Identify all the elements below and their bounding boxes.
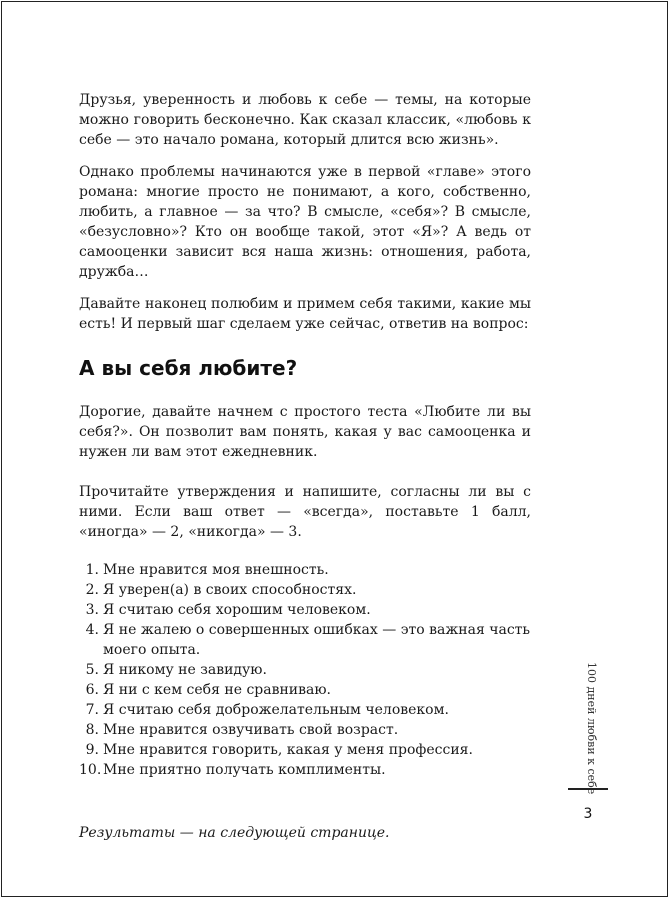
list-item-number: 4. bbox=[85, 622, 99, 638]
intro-paragraph-2: Прочитайте утверждения и напишите, согласны ли вы с ними. Если ваш ответ — «всегда», поставьте 1 балл, «иногда» — 2, «никогда» — 3. bbox=[79, 484, 531, 540]
paragraph-2: Однако проблемы начинаются уже в первой «главе» этого романа: многие просто не понимают, а кого, собственно, любить, а главное — за что? В смысле, «себя»? В смысле, «безусловно»? Кто он вообще такой, этот «Я»? А ведь от самооценки зависит вся наша жизнь: отношения, работа, дружба… bbox=[79, 164, 531, 280]
list-item-number: 1. bbox=[85, 562, 99, 578]
list-item bbox=[79, 660, 531, 680]
list-item bbox=[79, 680, 531, 700]
list-item-text: Мне приятно получать комплименты. bbox=[103, 762, 386, 778]
list-item bbox=[79, 720, 531, 740]
list-item-text: Я ни с кем себя не сравниваю. bbox=[103, 682, 331, 698]
list-item-text: Я уверен(а) в своих способностях. bbox=[103, 582, 357, 598]
list-item-text: Мне нравится говорить, какая у меня профессия. bbox=[103, 742, 473, 758]
list-item-text: Я считаю себя хорошим человеком. bbox=[103, 602, 371, 618]
statements-list bbox=[79, 560, 531, 780]
list-item-number: 2. bbox=[85, 582, 99, 598]
list-item-number: 8. bbox=[85, 722, 99, 738]
paragraph-1: Друзья, уверенность и любовь к себе — темы, на которые можно говорить бесконечно. Как сказал классик, «любовь к себе — это начало романа, который длится всю жизнь». bbox=[79, 92, 531, 148]
list-item-number: 6. bbox=[85, 682, 99, 698]
footer-rule bbox=[568, 788, 608, 790]
results-note: Результаты — на следующей странице. bbox=[79, 825, 390, 841]
list-item bbox=[79, 600, 531, 620]
list-item-number: 3. bbox=[85, 602, 99, 618]
list-item-number: 10. bbox=[79, 762, 102, 778]
list-item-number: 9. bbox=[85, 742, 99, 758]
list-item bbox=[79, 740, 531, 760]
list-item-text: Я никому не завидую. bbox=[103, 662, 267, 678]
intro-paragraph-1: Дорогие, давайте начнем с простого теста «Любите ли вы себя?». Он позволит вам понять, какая у вас самооценка и нужен ли вам этот ежедневник. bbox=[79, 404, 531, 460]
list-item bbox=[79, 580, 531, 600]
list-item-text: Мне нравится моя внешность. bbox=[103, 562, 329, 578]
list-item-text: Я считаю себя доброжелательным человеком. bbox=[103, 702, 449, 718]
list-item bbox=[79, 560, 531, 580]
book-page bbox=[1, 1, 668, 897]
list-item-number: 7. bbox=[85, 702, 99, 718]
list-item-number: 5. bbox=[85, 662, 99, 678]
section-heading: А вы себя любите? bbox=[79, 356, 298, 380]
page-number: 3 bbox=[583, 806, 593, 822]
list-item-text: Мне нравится озвучивать свой возраст. bbox=[103, 722, 399, 738]
list-item bbox=[79, 620, 531, 660]
running-title: 100 дней любви к себе bbox=[585, 662, 598, 795]
paragraph-3: Давайте наконец полюбим и примем себя такими, какие мы есть! И первый шаг сделаем уже сейчас, ответив на вопрос: bbox=[79, 296, 531, 332]
page-content bbox=[79, 90, 531, 843]
list-item bbox=[79, 700, 531, 720]
list-item bbox=[79, 760, 531, 780]
list-item-text: Я не жалею о совершенных ошибках — это важная часть моего опыта. bbox=[103, 622, 531, 658]
